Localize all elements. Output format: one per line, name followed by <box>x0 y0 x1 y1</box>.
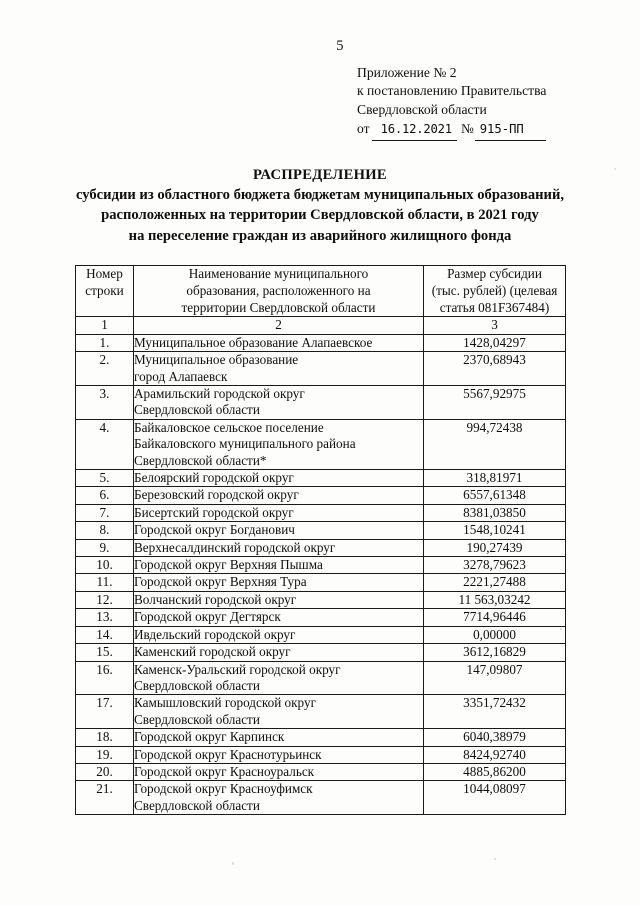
date-value: 16.12.2021 <box>372 120 457 140</box>
date-label: от <box>357 121 370 137</box>
row-number-cell: 5. <box>76 470 134 487</box>
subsidy-amount-cell: 3351,72432 <box>424 695 566 729</box>
municipality-name-cell <box>134 763 424 780</box>
municipality-name-cell <box>134 487 424 504</box>
row-number-cell: 1. <box>76 334 134 351</box>
municipality-name-cell <box>134 591 424 608</box>
number-value: 915-ПП <box>475 120 546 140</box>
row-number-cell: 13. <box>76 609 134 626</box>
municipality-name-cell <box>134 574 424 591</box>
table-row <box>76 557 566 574</box>
row-number-cell: 9. <box>76 539 134 556</box>
municipality-name-cell <box>134 419 424 469</box>
municipality-name-cell <box>134 504 424 521</box>
municipality-name-line: Городской округ Верхняя Тура <box>134 574 307 590</box>
municipality-name-line: город Алапаевск <box>134 368 228 384</box>
subsidy-amount-cell: 8424,92740 <box>424 746 566 763</box>
municipality-name-line: Городской округ Красноуральск <box>134 763 315 779</box>
table-row <box>76 591 566 608</box>
municipality-name-line: Арамильский городской округ <box>134 386 305 402</box>
table-column-numbers-row <box>76 317 566 334</box>
subsidy-amount-cell: 0,00000 <box>424 626 566 643</box>
table-row <box>76 504 566 521</box>
municipality-name-cell <box>134 781 424 815</box>
table-head <box>76 266 566 335</box>
table-row <box>76 419 566 469</box>
subsidy-amount-cell: 6040,38979 <box>424 729 566 746</box>
table-header-row <box>76 266 566 317</box>
municipality-name-line: Бисертский городской округ <box>134 504 294 520</box>
subsidy-amount-cell: 1044,08097 <box>424 781 566 815</box>
municipality-name-line: Городской округ Краснотурьинск <box>134 746 322 762</box>
subsidy-amount-cell: 7714,96446 <box>424 609 566 626</box>
municipality-name-cell <box>134 661 424 695</box>
column-number-3: 3 <box>424 317 566 334</box>
approval-block <box>357 64 617 141</box>
subsidy-amount-cell: 147,09807 <box>424 661 566 695</box>
subsidy-amount-cell: 190,27439 <box>424 539 566 556</box>
municipality-name-line: Городской округ Дегтярск <box>134 609 281 625</box>
municipality-name-line: Свердловской области <box>134 711 260 727</box>
municipality-name-cell <box>134 352 424 386</box>
subsidy-amount-cell: 3278,79623 <box>424 557 566 574</box>
row-number-cell: 3. <box>76 386 134 420</box>
table-body <box>76 334 566 814</box>
row-number-cell: 15. <box>76 644 134 661</box>
municipality-name-cell <box>134 695 424 729</box>
distribution-table <box>75 265 566 815</box>
table-row <box>76 609 566 626</box>
municipality-name-cell <box>134 746 424 763</box>
row-number-cell: 19. <box>76 746 134 763</box>
number-label: № <box>460 121 474 137</box>
subsidy-amount-cell: 994,72438 <box>424 419 566 469</box>
municipality-name-cell <box>134 539 424 556</box>
document-title <box>0 165 640 246</box>
municipality-name-line: Каменск-Уральский городской округ <box>134 661 341 677</box>
approval-line-2: к постановлению Правительства <box>357 83 547 99</box>
table-row <box>76 763 566 780</box>
municipality-name-line: Байкаловского муниципального района <box>134 436 356 452</box>
row-number-cell: 6. <box>76 487 134 504</box>
scan-speck <box>232 862 234 865</box>
municipality-name-cell <box>134 334 424 351</box>
municipality-name-line: Муниципальное образование <box>134 352 299 368</box>
row-number-cell: 16. <box>76 661 134 695</box>
subsidy-amount-cell: 11 563,03242 <box>424 591 566 608</box>
subsidy-amount-cell: 3612,16829 <box>424 644 566 661</box>
table-row <box>76 746 566 763</box>
municipality-name-cell <box>134 609 424 626</box>
table-row <box>76 695 566 729</box>
row-number-cell: 17. <box>76 695 134 729</box>
subsidy-amount-cell: 4885,86200 <box>424 763 566 780</box>
municipality-name-cell <box>134 729 424 746</box>
distribution-table-wrapper <box>75 265 565 815</box>
table-row <box>76 781 566 815</box>
row-number-cell: 20. <box>76 763 134 780</box>
subsidy-amount-cell: 2221,27488 <box>424 574 566 591</box>
municipality-name-cell <box>134 644 424 661</box>
row-number-cell: 12. <box>76 591 134 608</box>
row-number-cell: 8. <box>76 522 134 539</box>
table-row <box>76 470 566 487</box>
municipality-name-line: Камышловский городской округ <box>134 695 316 711</box>
subsidy-amount-cell: 318,81971 <box>424 470 566 487</box>
municipality-name-cell <box>134 522 424 539</box>
municipality-name-line: Свердловской области* <box>134 452 267 468</box>
row-number-cell: 21. <box>76 781 134 815</box>
title-subline-2: расположенных на территории Свердловской области, в 2021 году <box>101 207 539 224</box>
municipality-name-line: Свердловской области <box>134 797 260 813</box>
municipality-name-line: Свердловской области <box>134 677 260 693</box>
column-number-1: 1 <box>76 317 134 334</box>
row-number-cell: 14. <box>76 626 134 643</box>
title-heading: РАСПРЕДЕЛЕНИЕ <box>253 167 387 183</box>
header-municipality-name: Наименование муниципального образования, расположенного на территории Свердловской области <box>134 266 424 317</box>
table-row <box>76 574 566 591</box>
subsidy-amount-cell: 1428,04297 <box>424 334 566 351</box>
header-row-number: Номер строки <box>76 266 134 317</box>
subsidy-amount-cell: 6557,61348 <box>424 487 566 504</box>
row-number-cell: 7. <box>76 504 134 521</box>
title-subline-3: на переселение граждан из аварийного жилищного фонда <box>128 227 512 244</box>
approval-line-3: Свердловской области <box>357 101 487 117</box>
municipality-name-cell <box>134 626 424 643</box>
municipality-name-line: Свердловской области <box>134 402 260 418</box>
municipality-name-line: Верхнесалдинский городской округ <box>134 539 336 555</box>
municipality-name-line: Городской округ Богданович <box>134 522 295 538</box>
row-number-cell: 4. <box>76 419 134 469</box>
municipality-name-line: Городской округ Красноуфимск <box>134 781 313 797</box>
subsidy-amount-cell: 2370,68943 <box>424 352 566 386</box>
table-row <box>76 386 566 420</box>
municipality-name-line: Байкаловское сельское поселение <box>134 419 324 435</box>
title-subline-1: субсидии из областного бюджета бюджетам муниципальных образований, <box>76 187 564 204</box>
row-number-cell: 11. <box>76 574 134 591</box>
row-number-cell: 18. <box>76 729 134 746</box>
subsidy-amount-cell: 1548,10241 <box>424 522 566 539</box>
column-number-2: 2 <box>134 317 424 334</box>
table-row <box>76 539 566 556</box>
page-number: 5 <box>336 38 344 54</box>
table-row <box>76 352 566 386</box>
municipality-name-line: Городской округ Карпинск <box>134 729 285 745</box>
municipality-name-cell <box>134 557 424 574</box>
municipality-name-line: Муниципальное образование Алапаевское <box>134 334 373 350</box>
table-row <box>76 487 566 504</box>
municipality-name-cell <box>134 470 424 487</box>
municipality-name-line: Ивдельский городской округ <box>134 626 296 642</box>
subsidy-amount-cell: 8381,03850 <box>424 504 566 521</box>
table-row <box>76 729 566 746</box>
municipality-name-line: Городской округ Верхняя Пышма <box>134 557 323 573</box>
table-row <box>76 522 566 539</box>
approval-line-1: Приложение № 2 <box>357 65 457 80</box>
scan-speck <box>560 628 562 630</box>
subsidy-amount-cell: 5567,92975 <box>424 386 566 420</box>
municipality-name-cell <box>134 386 424 420</box>
table-row <box>76 334 566 351</box>
row-number-cell: 2. <box>76 352 134 386</box>
table-row <box>76 626 566 643</box>
municipality-name-line: Каменский городской округ <box>134 644 291 660</box>
municipality-name-line: Волчанский городской округ <box>134 591 297 607</box>
header-subsidy-amount: Размер субсидии (тыс. рублей) (целевая статья 081F367484) <box>424 266 566 317</box>
table-row <box>76 661 566 695</box>
table-row <box>76 644 566 661</box>
scan-speck <box>614 168 616 170</box>
approval-date-number-line <box>357 120 617 140</box>
municipality-name-line: Березовский городской округ <box>134 487 299 503</box>
row-number-cell: 10. <box>76 557 134 574</box>
municipality-name-line: Белоярский городской округ <box>134 470 294 486</box>
scan-speck <box>494 858 496 860</box>
